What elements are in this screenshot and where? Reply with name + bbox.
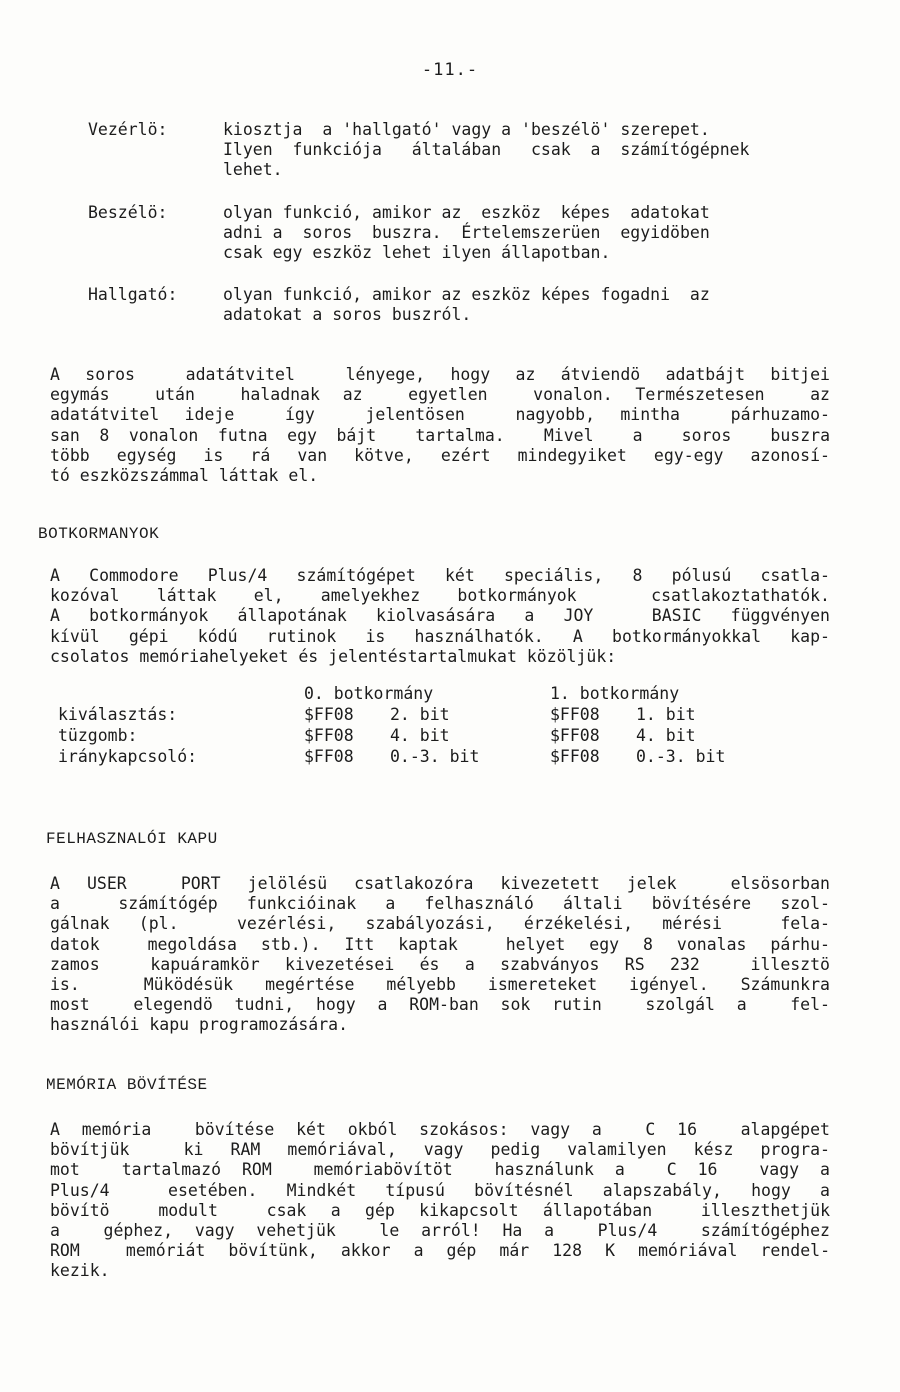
section-heading-joysticks: BOTKORMANYOK <box>38 525 160 543</box>
definition-line: csak egy eszköz lehet ilyen állapotban. <box>223 243 611 262</box>
paragraph-line: adatátvitel ideje így jelentösen nagyobb, mintha párhuzamo- <box>50 405 830 425</box>
definition-line: olyan funkció, amikor az eszköz képes fogadni az <box>223 285 710 304</box>
definition-line: adni a soros buszra. Értelemszerüen egyidöben <box>223 223 710 242</box>
definition-body <box>223 120 828 180</box>
paragraph-line: A soros adatátvitel lényege, hogy az átviendö adatbájt bitjei <box>50 365 830 384</box>
paragraph-line: zamos kapuáramkör kivezetései és a szabványos RS 232 illesztö <box>50 954 830 974</box>
row-label: kiválasztás: <box>58 705 178 724</box>
table-header-row <box>58 684 756 705</box>
paragraph-line: A USER PORT jelölésü csatlakozóra kivezetett jelek elsösorban <box>50 874 830 893</box>
intro-paragraph <box>50 365 830 486</box>
paragraph-line: a géphez, vagy vehetjük le arról! Ha a Plus/4 számítógéphez <box>50 1221 830 1241</box>
paragraph-line: bövítö modult csak a gép kikapcsolt állapotában illeszthetjük <box>50 1200 830 1220</box>
definition-line: kiosztja a 'hallgató' vagy a 'beszélö' szerepet. <box>223 120 710 139</box>
definition-line: lehet. <box>223 160 283 179</box>
page-number: -11.- <box>421 60 479 80</box>
section-heading-user-port: FELHASZNALÓI KAPU <box>46 830 218 848</box>
paragraph-line: kívül gépi kódú rutinok is használhatók. A botkormányokkal kap- <box>50 626 830 646</box>
address-cell: $FF08 <box>304 705 354 724</box>
paragraph-line: A botkormányok állapotának kiolvasására a JOY BASIC függvényen <box>50 606 830 626</box>
definition-line: olyan funkció, amikor az eszköz képes adatokat <box>223 203 710 222</box>
bit-cell: 4. bit <box>390 726 450 745</box>
column-header-joystick-0: 0. botkormány <box>304 684 434 703</box>
row-label: iránykapcsoló: <box>58 747 198 766</box>
address-cell: $FF08 <box>550 726 600 745</box>
bit-cell: 4. bit <box>636 726 696 745</box>
column-header-joystick-1: 1. botkormány <box>550 684 680 703</box>
address-cell: $FF08 <box>550 747 600 766</box>
definition-body <box>223 203 828 263</box>
address-cell: $FF08 <box>550 705 600 724</box>
user-port-paragraph <box>50 874 830 1036</box>
paragraph-line: A memória bövítése két okból szokásos: vagy a C 16 alapgépet <box>50 1120 830 1139</box>
bit-cell: 0.-3. bit <box>390 747 480 766</box>
paragraph-line: csolatos memóriahelyeket és jelentéstartalmukat közöljük: <box>50 646 617 666</box>
joystick-paragraph <box>50 566 830 667</box>
joystick-memory-table <box>58 684 756 768</box>
definition-line: adatokat a soros buszról. <box>223 305 472 324</box>
bit-cell: 1. bit <box>636 705 696 724</box>
paragraph-line: egymás után haladnak az egyetlen vonalon. Természetesen az <box>50 385 830 405</box>
definition-term: Hallgató: <box>88 285 178 304</box>
definition-term: Beszélö: <box>88 203 168 222</box>
paragraph-line: használói kapu programozására. <box>50 1015 349 1035</box>
paragraph-line: ROM memóriát bövítünk, akkor a gép már 128 K memóriával rendel- <box>50 1241 830 1261</box>
paragraph-line: több egység is rá van kötve, ezért mindegyiket egy-egy azonosí- <box>50 445 830 465</box>
bit-cell: 0.-3. bit <box>636 747 726 766</box>
paragraph-line: kozóval láttak el, amelyekhez botkormányok csatlakoztathatók. <box>50 586 830 606</box>
paragraph-line: bövítjük ki RAM memóriával, vagy pedig valamilyen kész progra- <box>50 1140 830 1160</box>
paragraph-line: is. Müködésük megértése mélyebb ismereteket igényel. Számunkra <box>50 975 830 995</box>
table-row <box>58 726 756 747</box>
memory-paragraph <box>50 1120 830 1282</box>
definition-body <box>223 285 828 325</box>
definition-term: Vezérlö: <box>88 120 168 139</box>
address-cell: $FF08 <box>304 726 354 745</box>
bit-cell: 2. bit <box>390 705 450 724</box>
paragraph-line: a számítógép funkcióinak a felhasználó általi bövítésére szol- <box>50 894 830 914</box>
row-label: tüzgomb: <box>58 726 138 745</box>
definition-line: Ilyen funkciója általában csak a számítógépnek <box>223 140 750 159</box>
paragraph-line: san 8 vonalon futna egy bájt tartalma. Mivel a soros buszra <box>50 425 830 445</box>
section-heading-memory-expansion: MEMÓRIA BÖVÍTÉSE <box>46 1076 208 1094</box>
paragraph-line: most elegendö tudni, hogy a ROM-ban sok rutin szolgál a fel- <box>50 995 830 1015</box>
paragraph-line: A Commodore Plus/4 számítógépet két speciális, 8 pólusú csatla- <box>50 566 830 585</box>
paragraph-line: kezik. <box>50 1261 110 1281</box>
paragraph-line: gálnak (pl. vezérlési, szabályozási, érzékelési, mérési fela- <box>50 914 830 934</box>
paragraph-line: tó eszközszámmal láttak el. <box>50 466 319 486</box>
address-cell: $FF08 <box>304 747 354 766</box>
table-row <box>58 705 756 726</box>
table-row <box>58 747 756 768</box>
paragraph-line: Plus/4 esetében. Mindkét típusú bövítésnél alapszabály, hogy a <box>50 1180 830 1200</box>
paragraph-line: mot tartalmazó ROM memóriabövítöt használunk a C 16 vagy a <box>50 1160 830 1180</box>
paragraph-line: datok megoldása stb.). Itt kaptak helyet egy 8 vonalas párhu- <box>50 934 830 954</box>
